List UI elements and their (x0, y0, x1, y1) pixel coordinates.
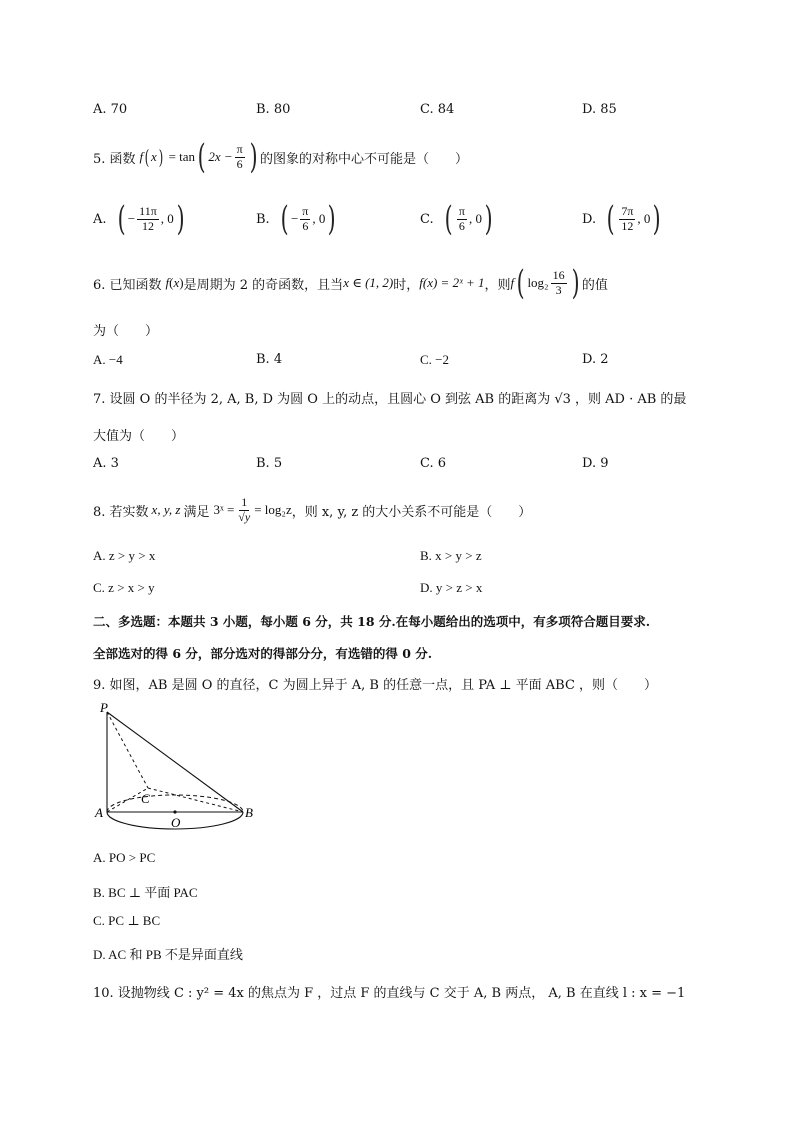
q9-figure (90, 700, 260, 830)
q6-option-a: A. −4 (93, 352, 123, 367)
q9-label-a: A (95, 805, 103, 820)
q5-c-den: 6 (458, 218, 465, 233)
q5-a-den: 12 (141, 218, 154, 233)
q6-def: f(x) = 2ˣ + 1 (419, 275, 485, 290)
q5-option-c-label: C. (420, 211, 434, 227)
q7-line2: 大值为（ ） (93, 429, 185, 444)
q6-line2: 为（ ） (93, 324, 159, 339)
q5-a-rest: , 0 (160, 211, 174, 226)
q6-func: f (165, 275, 170, 290)
q5-option-b-label: B. (256, 211, 270, 227)
q5-d-den: 12 (621, 218, 634, 233)
q8-option-b: B. x > y > z (420, 548, 482, 563)
q9-option-b: B. BC ⊥ 平面 PAC (93, 885, 198, 900)
q5-var: x (150, 149, 157, 164)
q5-c-num: π (458, 204, 465, 219)
q5-b-den: 6 (302, 218, 309, 233)
q8-lhs: 3ˣ = (213, 502, 235, 517)
section2-line2: 全部选对的得 6 分，部分选对的得部分分，有选错的得 0 分. (93, 646, 433, 661)
q4-option-a: A. 70 (93, 102, 128, 117)
q5-tail: 的图象的对称中心不可能是（ ） (259, 151, 468, 167)
q5-number: 5. 函数 (93, 151, 136, 167)
q4-option-c: C. 84 (420, 102, 455, 117)
q8-option-d: D. y > z > x (420, 580, 483, 595)
q4-option-d: D. 85 (582, 102, 617, 117)
q8-rhs: = log₂z (254, 502, 292, 517)
q8-vars: x, y, z (151, 502, 181, 517)
q4-option-b: B. 80 (256, 102, 291, 117)
section2-line1: 二、多选题：本题共 3 小题，每小题 6 分，共 18 分.在每小题给出的选项中，有多项符合题目要求. (93, 614, 651, 629)
q5-option-d-label: D. (582, 211, 597, 227)
q6-number: 6. 已知函数 (93, 277, 162, 293)
q6-tail: 的值 (581, 277, 608, 293)
q9-option-a: A. PO > PC (93, 850, 156, 865)
q5-b-rest: , 0 (312, 211, 326, 226)
q9-label-b: B (245, 805, 253, 820)
q8-option-a: A. z > y > x (93, 548, 156, 563)
q8-den: √y (238, 509, 251, 524)
q9-stem: 9. 如图，AB 是圆 O 的直径，C 为圆上异于 A, B 的任意一点，且 PA ⊥ 平面 ABC ，则（ ） (93, 678, 658, 693)
q6-option-b: B. 4 (256, 352, 283, 367)
q6-cond: x ∈ (1, 2) (343, 275, 394, 290)
q9-label-p: P (100, 700, 108, 715)
q6-mid: 是周期为 2 的奇函数，且当 (183, 277, 344, 293)
q5-pi: π (236, 142, 243, 157)
q10-line1: 10. 设抛物线 C : y² = 4x 的焦点为 F ，过点 F 的直线与 C 交于 A, B 两点， A, B 在直线 l : x = −1 (93, 986, 686, 1001)
q6-var: x (173, 275, 180, 290)
q5-option-a: A. ( − $\frac{11\pi}{12}$ , 0 ) (93, 199, 185, 239)
q9-option-d: D. AC 和 PB 不是异面直线 (93, 947, 243, 962)
q5-a-num: 11π (139, 204, 157, 219)
q6-time: 时， (393, 277, 420, 293)
q5-eq: = tan (168, 149, 196, 164)
q5-option-d: D. ( $\frac{7\pi}{12}$ , 0 ) (582, 199, 662, 239)
q5-option-c: C. ( $\frac{\pi}{6}$ , 0 ) (420, 199, 493, 239)
q6-log-f: f (510, 275, 515, 290)
q9-label-o: O (171, 815, 181, 830)
q5-d-rest: , 0 (637, 211, 651, 226)
q8-num: 1 (241, 495, 248, 510)
q5-func-name: f (139, 149, 144, 164)
q5-six: 6 (236, 156, 243, 171)
q7-line1: 7. 设圆 O 的半径为 2, A, B, D 为圆 O 上的动点，且圆心 O 到弦 AB 的距离为 √3 ，则 AD · AB 的最 (93, 392, 687, 407)
q5-option-b: B. ( − $\frac{\pi}{6}$ , 0 ) (256, 199, 336, 239)
q5-b-sign: − (290, 211, 299, 226)
q8-pre: 8. 若实数 (93, 504, 149, 520)
q5-b-num: π (302, 204, 309, 219)
q5-c-rest: , 0 (468, 211, 482, 226)
q9-option-c: C. PC ⊥ BC (93, 913, 161, 928)
q5-inner: 2x − (208, 149, 233, 164)
q7-option-d: D. 9 (582, 456, 609, 471)
q6-option-c: C. −2 (420, 352, 450, 367)
q7-option-c: C. 6 (420, 456, 447, 471)
q5-d-num: 7π (621, 204, 634, 219)
q6-logden: 3 (555, 282, 562, 297)
q8-mid: 满足 (183, 504, 210, 520)
q5-a-sign: − (127, 211, 136, 226)
q7-option-b: B. 5 (256, 456, 283, 471)
q8-tail: ，则 x, y, z 的大小关系不可能是（ ） (291, 504, 532, 520)
q5-option-a-label: A. (93, 211, 107, 227)
q8-stem (93, 488, 531, 532)
q6-then: ，则 (484, 277, 511, 293)
q5-stem: 5. 函数 f ( x ) = tan ( 2x − $\frac{\pi}{6}$ ) 的图象的对称中心不可能是（ ） (93, 137, 468, 177)
q8-option-c: C. z > x > y (93, 580, 155, 595)
q7-option-a: A. 3 (93, 456, 119, 471)
q6-logtext: log₂ (527, 275, 549, 290)
q6-lognum: 16 (552, 268, 565, 283)
q6-stem: 6. 已知函数 f ( x ) 是周期为 2 的奇函数，且当 x ∈ (1, 2) 时， f(x) = 2ˣ + 1 ，则 f ( log₂ $\frac{16}{3}$ ) 的值 (93, 263, 608, 303)
q6-option-d: D. 2 (582, 352, 609, 367)
q9-label-c: C (141, 791, 150, 806)
